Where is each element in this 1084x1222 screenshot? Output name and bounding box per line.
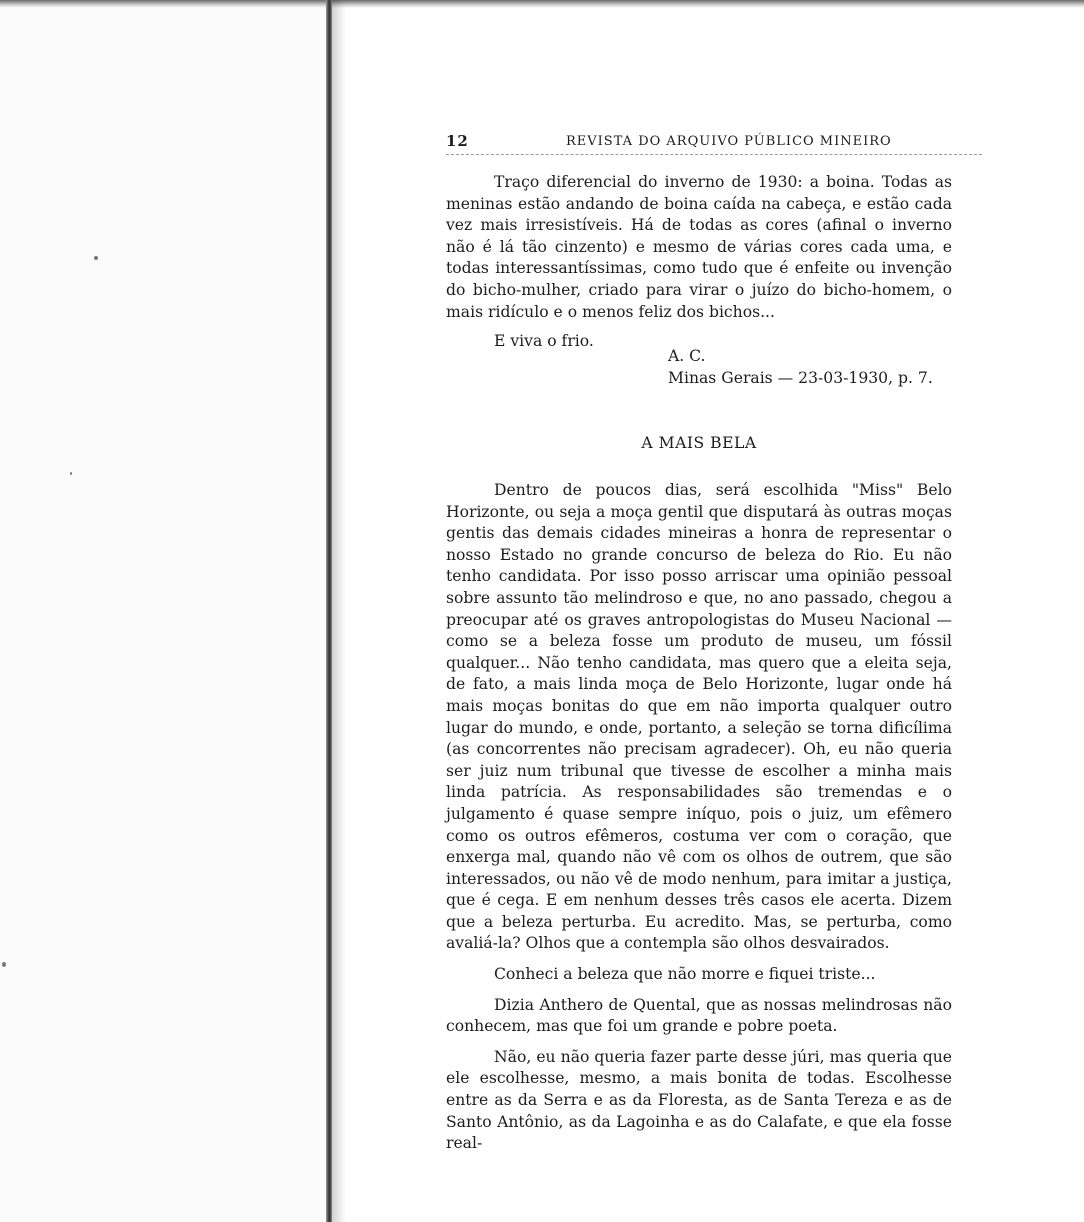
paragraph: Conheci a beleza que não morre e fiquei triste... <box>494 965 876 984</box>
left-page-blank <box>0 8 326 1222</box>
signature-source: Minas Gerais — 23-03-1930, p. 7. <box>668 369 933 387</box>
scan-speck <box>2 962 6 967</box>
paragraph: Traço diferencial do inverno de 1930: a boina. Todas as meninas estão andando de boina caída na cabeça, e estão cada vez mais irresistíveis. Há de todas as cores (afinal o inverno não é lá tão cinzento) e mesmo de várias cores cada uma, e todas interessantíssimas, como tudo que é enfeite ou invenção do bicho-mulher, criado para virar o juízo do bicho-homem, o mais ridículo e o menos feliz dos bichos... <box>446 173 952 321</box>
paragraph: Dentro de poucos dias, será escolhida "Miss" Belo Horizonte, ou seja a moça gentil que disputará às outras moças gentis das demais cidades mineiras a honra de representar o nosso Estado no grande concurso de beleza do Rio. Eu não tenho candidata. Por isso posso arriscar uma opinião pessoal sobre assunto tão melindroso e que, no ano passado, chegou a preocupar até os graves antropologistas do Museu Nacional — como se a beleza fosse um produto de museu, um fóssil qualquer... Não tenho candidata, mas quero que a eleita seja, de fato, a mais linda moça de Belo Horizonte, lugar onde há mais moças bonitas do que em não importa qualquer outro lugar do mundo, e onde, portanto, a seleção se torna dificílima (as concorrentes não precisam agradecer). Oh, eu não queria ser juiz num tribunal que tivesse de escolher a minha mais linda patrícia. As responsabilidades são tremendas e o julgamento é quase sempre iníquo, pois o juiz, um efêmero como os outros efêmeros, costuma ver com o coração, que enxerga mal, quando não vê com os olhos de outrem, que são interessados, ou não vê de modo nenhum, para imitar a justiça, que é cega. E em nenhum desses três casos ele acerta. Dizem que a beleza perturba. Eu acredito. Mas, se perturba, como avaliá-la? Olhos que a contempla são olhos desvairados. <box>446 481 952 953</box>
scan-speck <box>94 256 98 260</box>
article-title: A MAIS BELA <box>641 434 757 452</box>
running-header <box>446 132 982 154</box>
page-number: 12 <box>446 132 469 150</box>
article-1-body <box>446 172 952 361</box>
scan-top-border <box>0 0 1084 8</box>
paragraph: Não, eu não queria fazer parte desse júri, mas queria que ele escolhesse, mesmo, a mais bonita de todas. Escolhesse entre as da Serra e as da Floresta, as de Santa Tereza e as de Santo Antônio, as da Lagoinha e as do Calafate, e que ela fosse real- <box>446 1047 952 1153</box>
article-2-body <box>446 480 952 1164</box>
paragraph: Dizia Anthero de Quental, que as nossas melindrosas não conhecem, mas que foi um grande e pobre poeta. <box>446 995 952 1036</box>
journal-title: REVISTA DO ARQUIVO PÚBLICO MINEIRO <box>566 134 892 149</box>
paragraph: E viva o frio. <box>494 332 594 351</box>
scan-speck <box>70 472 72 475</box>
header-rule <box>446 154 982 155</box>
spine-shadow <box>332 0 346 1222</box>
signature-initials: A. C. <box>668 347 706 365</box>
